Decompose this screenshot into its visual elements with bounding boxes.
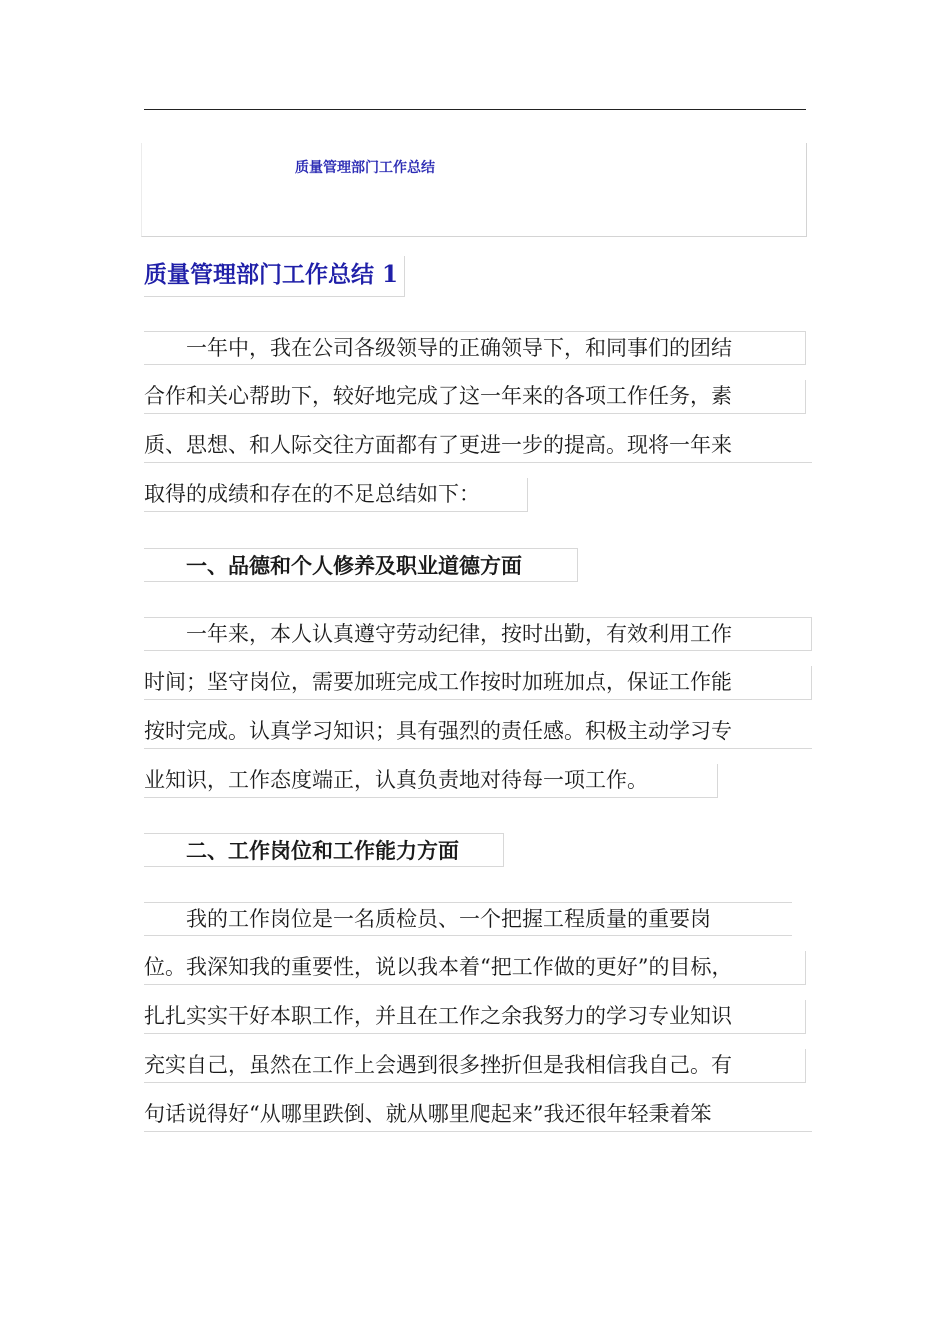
paragraph-line: 业知识，工作态度端正，认真负责地对待每一项工作。 [144, 764, 718, 798]
section-heading: 二、工作岗位和工作能力方面 [144, 833, 504, 867]
paragraph-line: 时间；坚守岗位，需要加班完成工作按时加班加点，保证工作能 [144, 666, 812, 700]
paragraph-line: 扎扎实实干好本职工作，并且在工作之余我努力的学习专业知识 [144, 1000, 806, 1034]
paragraph-line: 质、思想、和人际交往方面都有了更进一步的提高。现将一年来 [144, 429, 812, 463]
header-rule [144, 109, 806, 110]
paragraph-line: 充实自己，虽然在工作上会遇到很多挫折但是我相信我自己。有 [144, 1049, 806, 1083]
paragraph-line: 一年中，我在公司各级领导的正确领导下，和同事们的团结 [144, 331, 806, 365]
document-title: 质量管理部门工作总结 1 [144, 256, 405, 297]
section-heading: 一、品德和个人修养及职业道德方面 [144, 548, 578, 582]
header-title: 质量管理部门工作总结 [295, 160, 435, 176]
paragraph-line: 一年来，本人认真遵守劳动纪律，按时出勤，有效利用工作 [144, 617, 812, 651]
paragraph-line: 位。我深知我的重要性，说以我本着“把工作做的更好”的目标， [144, 951, 806, 985]
paragraph-line: 按时完成。认真学习知识；具有强烈的责任感。积极主动学习专 [144, 715, 812, 749]
paragraph-line: 取得的成绩和存在的不足总结如下： [144, 478, 528, 512]
page-header [141, 143, 807, 237]
paragraph-line: 我的工作岗位是一名质检员、一个把握工程质量的重要岗 [144, 902, 792, 936]
paragraph-line: 句话说得好“从哪里跌倒、就从哪里爬起来”我还很年轻秉着笨 [144, 1098, 812, 1132]
paragraph-line: 合作和关心帮助下，较好地完成了这一年来的各项工作任务，素 [144, 380, 806, 414]
